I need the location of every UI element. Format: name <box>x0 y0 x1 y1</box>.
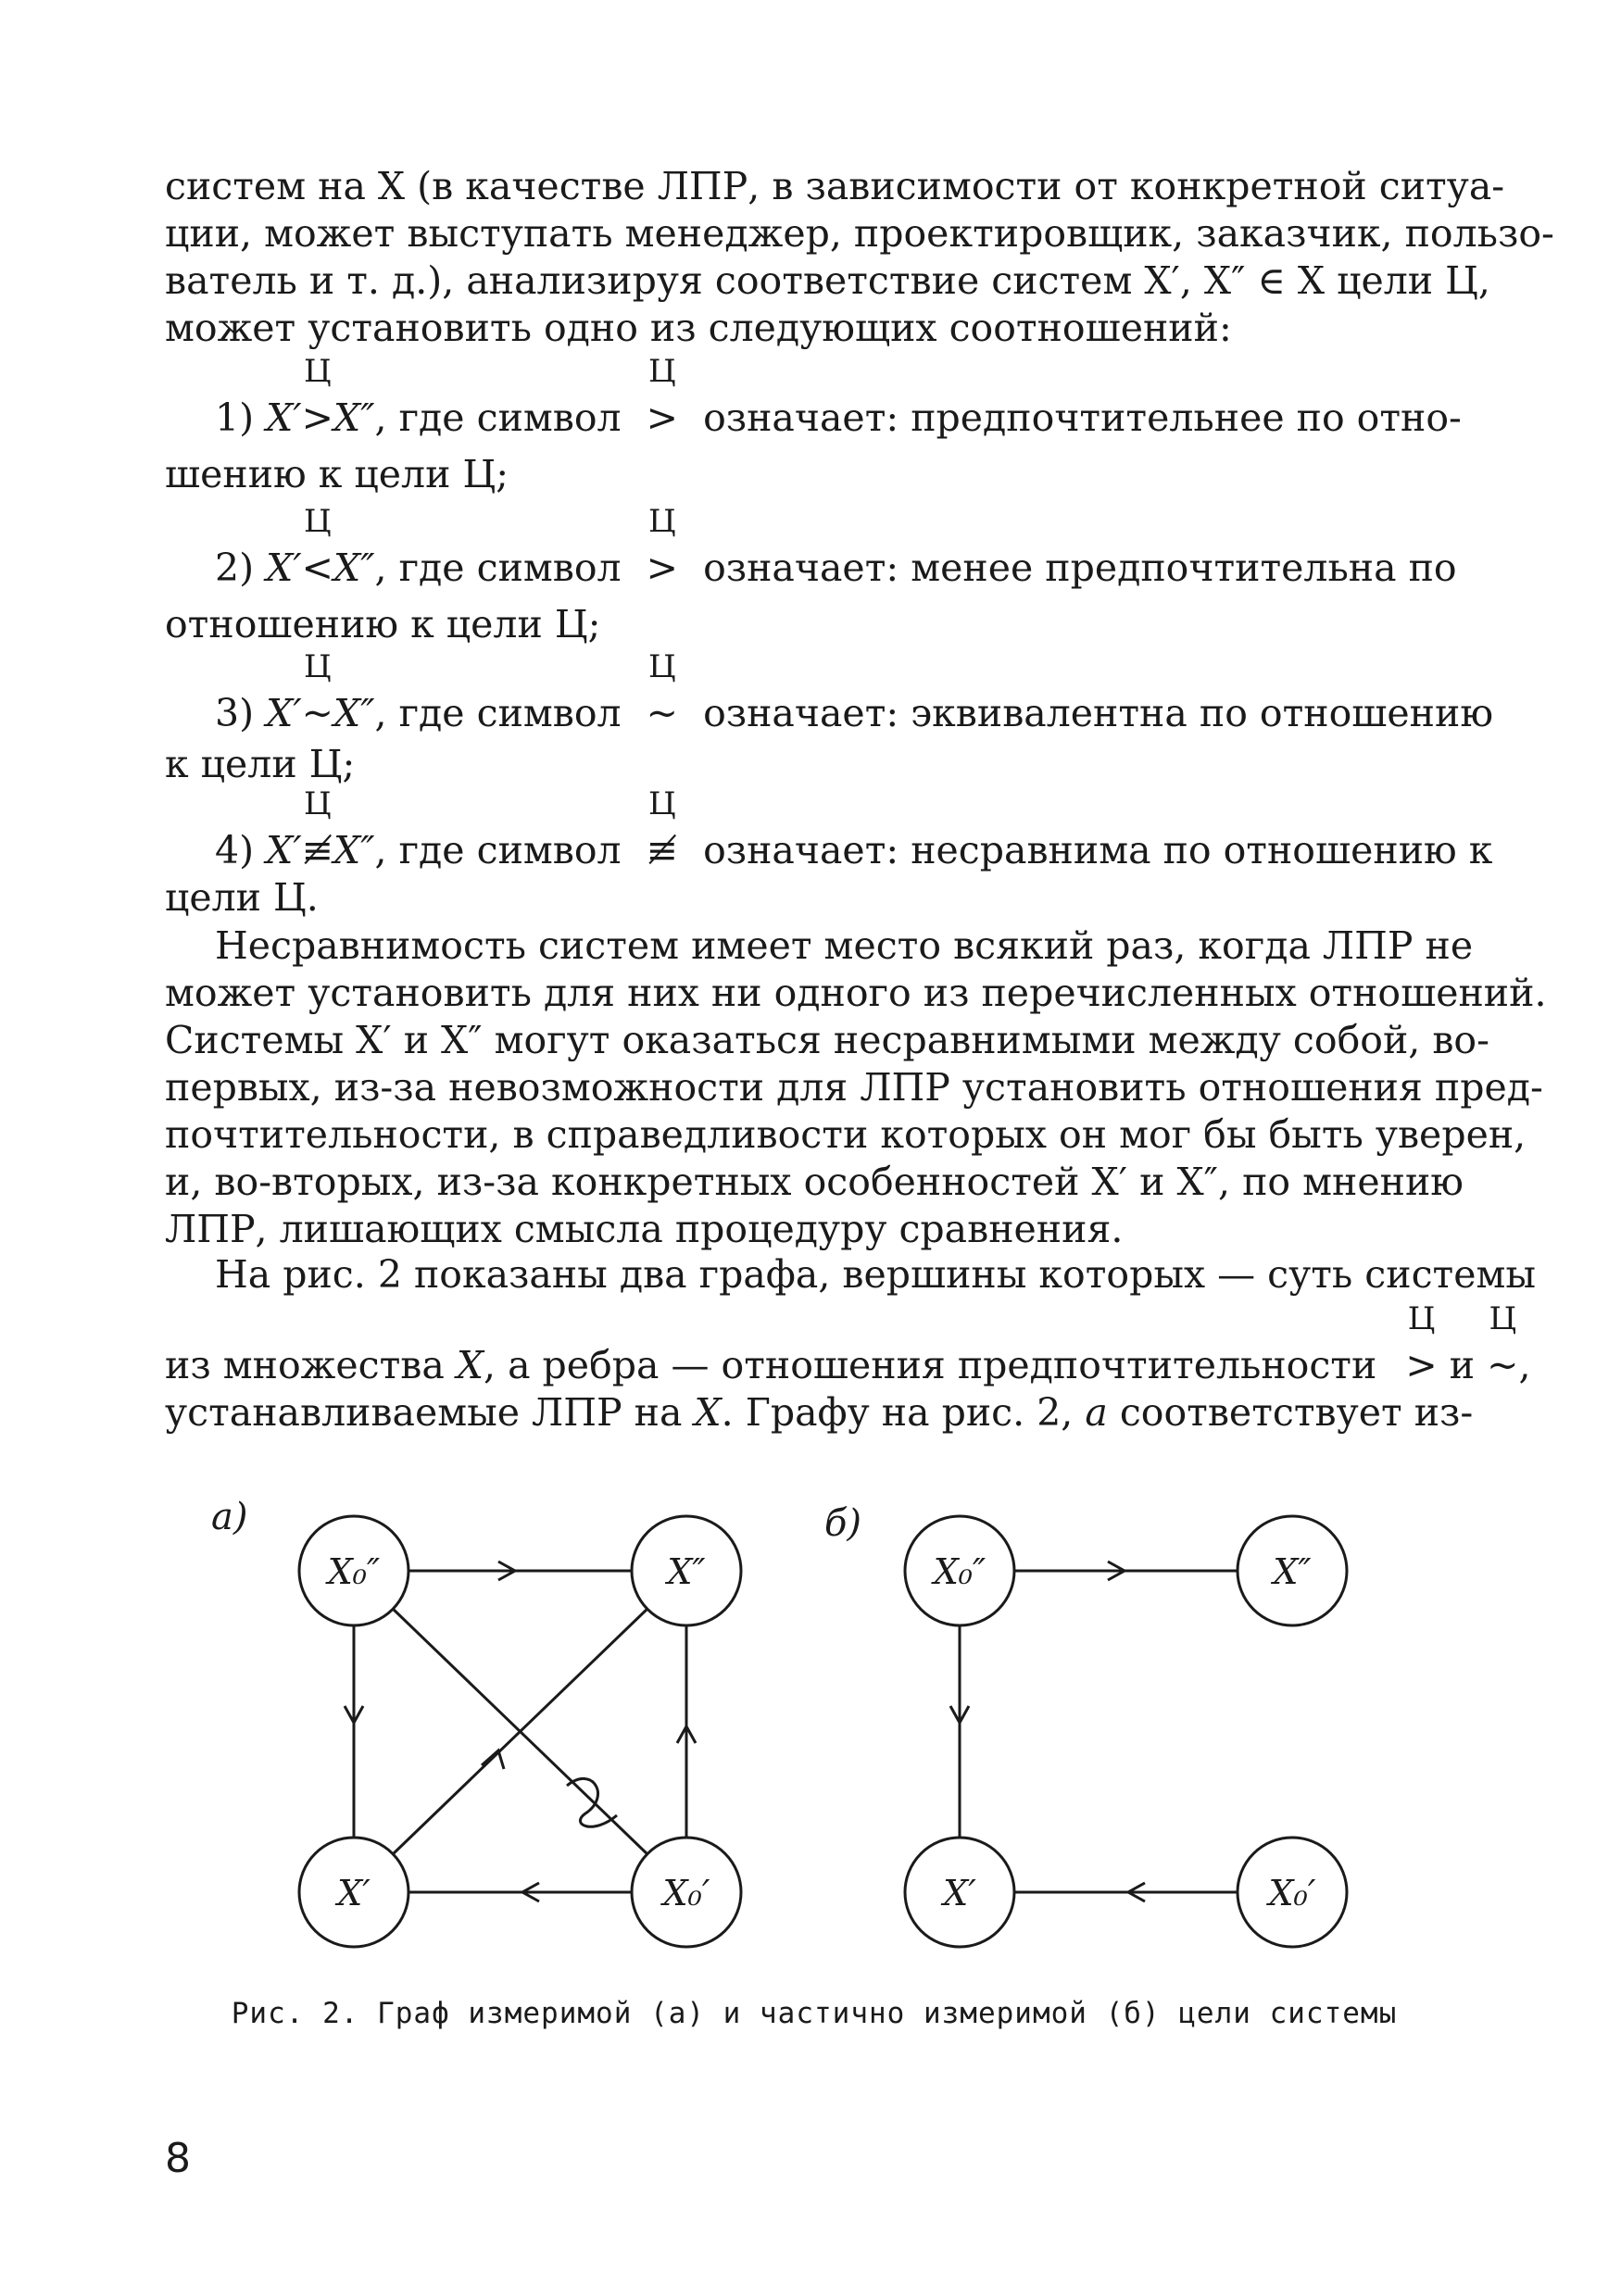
symbol-definition: Ц ~ <box>646 648 679 735</box>
relation-item-2-cont: отношению к цели Ц; <box>165 602 601 646</box>
relation-item-4-cont: цели Ц. <box>165 875 319 920</box>
text-fragment: и <box>1449 1343 1476 1387</box>
text-line: ЛПР, лишающих смысла процедуру сравнения. <box>165 1207 1124 1251</box>
symbol-definition: Ц ≢ <box>646 785 679 872</box>
text-fragment: соответствует из- <box>1107 1390 1474 1435</box>
relation-symbol: Ц > <box>301 353 333 440</box>
node-a-bottom-right: X₀′ <box>662 1873 710 1913</box>
text-line: На рис. 2 показаны два графа, вершины которых — суть системы <box>215 1252 1537 1297</box>
text-line: и, во-вторых, из-за конкретных особенностей X′ и X″, по мнению <box>165 1160 1464 1204</box>
node-b-bottom-left: X′ <box>943 1873 976 1913</box>
item-mid-text: , где символ <box>374 828 622 872</box>
system-x-prime: X′ <box>266 828 302 872</box>
goal-label: Ц <box>303 648 332 685</box>
node-b-bottom-right: X₀′ <box>1268 1873 1316 1913</box>
system-x-double-prime: X″ <box>333 546 375 590</box>
goal-label: Ц <box>303 503 332 540</box>
text-line: ции, может выступать менеджер, проектировщик, заказчик, пользо- <box>165 211 1554 256</box>
goal-label: Ц <box>1407 1300 1436 1337</box>
text-line: систем на X (в качестве ЛПР, в зависимости от конкретной ситуа- <box>165 164 1505 208</box>
text-line: Несравнимость систем имеет место всякий раз, когда ЛПР не <box>215 923 1474 968</box>
text-fragment: устанавливаемые ЛПР на <box>165 1390 695 1435</box>
item-number: 4) <box>215 828 255 872</box>
system-x-prime: X′ <box>266 395 302 440</box>
text-line: Системы X′ и X″ могут оказаться несравнимыми между собой, во- <box>165 1018 1489 1062</box>
text-line: ватель и т. д.), анализируя соответствие систем X′, X″ ∈ X цели Ц, <box>165 258 1490 303</box>
item-mid-text: , где символ <box>374 546 622 590</box>
item-number: 1) <box>215 395 255 440</box>
symbol-definition: Ц > <box>646 353 679 440</box>
item-rest-text: означает: эквивалентна по отношению <box>703 691 1494 735</box>
text-line: может установить для них ни одного из перечисленных отношений. <box>165 971 1547 1015</box>
system-x-double-prime: X″ <box>333 395 375 440</box>
goal-label: Ц <box>303 785 332 822</box>
item-rest-text: означает: несравнима по отношению к <box>703 828 1493 872</box>
goal-label: Ц <box>648 503 676 540</box>
node-a-bottom-left: X′ <box>337 1873 371 1913</box>
item-rest-text: означает: менее предпочтительна по <box>703 546 1457 590</box>
relation-item-1-cont: шению к цели Ц; <box>165 452 509 496</box>
goal-label: Ц <box>1489 1300 1517 1337</box>
goal-label: Ц <box>303 353 332 390</box>
page-number: 8 <box>165 2135 191 2182</box>
text-fragment: . Графу на рис. 2, <box>721 1390 1086 1435</box>
goal-label: Ц <box>648 785 676 822</box>
item-number: 2) <box>215 546 255 590</box>
symbol-definition: Ц > <box>646 503 679 590</box>
node-a-top-right: X″ <box>667 1551 706 1592</box>
text-line: почтительности, в справедливости которых он мог бы быть уверен, <box>165 1112 1527 1157</box>
goal-label: Ц <box>648 353 676 390</box>
node-b-top-right: X″ <box>1273 1551 1312 1592</box>
equivalence-mark <box>567 1778 617 1826</box>
system-x-prime: X′ <box>266 691 302 735</box>
text-line: может установить одно из следующих соотношений: <box>165 306 1232 350</box>
figure-label-a: а) <box>211 1496 248 1538</box>
set-x: X <box>456 1343 484 1387</box>
goal-label: Ц <box>648 648 676 685</box>
relation-item-3-cont: к цели Ц; <box>165 742 356 786</box>
node-a-top-left: X₀″ <box>327 1551 381 1592</box>
item-mid-text: , где символ <box>374 395 622 440</box>
node-b-top-left: X₀″ <box>933 1551 986 1592</box>
system-x-double-prime: X″ <box>333 828 375 872</box>
figure-ref-a: а <box>1085 1390 1108 1435</box>
item-number: 3) <box>215 691 255 735</box>
set-x: X <box>694 1390 722 1435</box>
relation-symbol: Ц ~ <box>301 648 333 735</box>
figure-caption: Рис. 2. Граф измеримой (а) и частично измеримой (б) цели системы <box>231 1997 1398 2030</box>
relation-symbol: Ц > <box>1405 1300 1438 1387</box>
text-fragment: , <box>1518 1343 1531 1387</box>
item-mid-text: , где символ <box>374 691 622 735</box>
relation-symbol: Ц ≢ <box>301 785 333 872</box>
relation-symbol: Ц ~ <box>1487 1300 1519 1387</box>
item-rest-text: означает: предпочтительнее по отно- <box>703 395 1462 440</box>
relation-symbol: Ц < <box>301 503 333 590</box>
figure-label-b: б) <box>824 1502 862 1545</box>
system-x-prime: X′ <box>266 546 302 590</box>
text-fragment: из множества <box>165 1343 457 1387</box>
text-fragment: , а ребра — отношения предпочтительности <box>484 1343 1377 1387</box>
text-line: первых, из-за невозможности для ЛПР установить отношения пред- <box>165 1065 1543 1110</box>
system-x-double-prime: X″ <box>333 691 375 735</box>
